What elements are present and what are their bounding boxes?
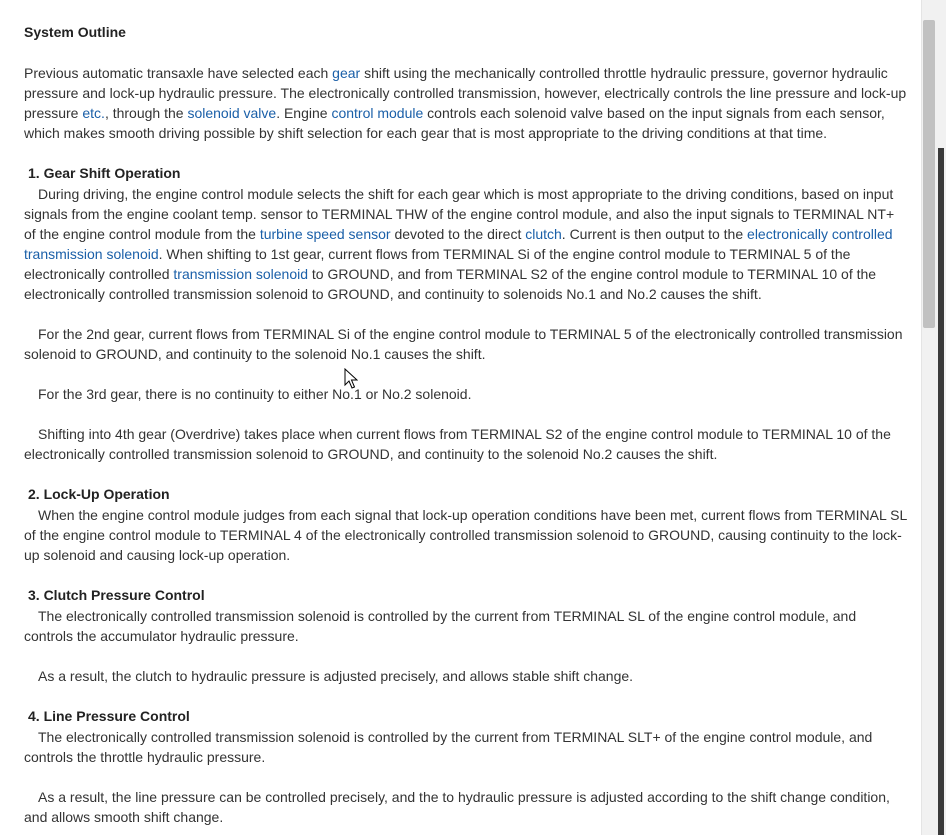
page-title: System Outline xyxy=(24,24,126,40)
link-clutch[interactable]: clutch xyxy=(525,226,562,242)
outer-scrollbar-thumb[interactable] xyxy=(938,148,944,835)
section-heading-line-pressure: 4. Line Pressure Control xyxy=(28,708,190,724)
gear-shift-2nd-text: For the 2nd gear, current flows from TERMINAL Si of the engine control module to TERMINAL 5 of the electronically controlled transmission solenoid to GROUND, and continuity to the solenoid No.1 causes the shift. xyxy=(24,326,903,362)
gear-shift-paragraph-1 xyxy=(24,184,908,304)
line-pressure-paragraph-2 xyxy=(24,787,908,827)
gear-shift-text-5: to GROUND, and from TERMINAL S2 of the engine control module to TERMINAL 10 of the electronically controlled transmission solenoid to GROUND, and continuity to solenoids No.1 and No.2 causes the shift. xyxy=(24,266,877,302)
line-pressure-paragraph-1 xyxy=(24,727,908,767)
gear-shift-paragraph-3 xyxy=(24,384,908,404)
clutch-pressure-paragraph-1 xyxy=(24,606,908,646)
intro-text-1: Previous automatic transaxle have selected each xyxy=(24,65,333,81)
gear-shift-text-3: . Current is then output to the xyxy=(561,226,748,242)
mouse-pointer-icon xyxy=(344,368,358,390)
link-transmission-solenoid[interactable]: transmission solenoid xyxy=(173,266,309,282)
section-heading-gear-shift: 1. Gear Shift Operation xyxy=(28,165,181,181)
intro-text-4: . Engine xyxy=(276,105,332,121)
gear-shift-text-1: During driving, the engine control module selects the shift for each gear which is most appropriate to the driving conditions, based on input signals from the engine coolant temp. sensor to TERMINAL THW of the engine control module, and also the input signals to TERMINAL NT+ of the engine control module from the xyxy=(24,186,895,242)
intro-paragraph xyxy=(24,63,908,143)
line-pressure-text-2: As a result, the line pressure can be controlled precisely, and the to hydraulic pressure is adjusted according to the shift change condition, and allows smooth shift change. xyxy=(24,789,890,825)
section-heading-lock-up: 2. Lock-Up Operation xyxy=(28,486,170,502)
intro-text-5: controls each solenoid valve based on the input signals from each sensor, which makes smooth driving possible by shift selection for each gear that is most appropriate to the driving conditions at that time. xyxy=(24,105,885,141)
line-pressure-text-1: The electronically controlled transmission solenoid is controlled by the current from TERMINAL SLT+ of the engine control module, and controls the throttle hydraulic pressure. xyxy=(24,729,873,765)
scrollbar-thumb[interactable] xyxy=(923,20,935,328)
link-control-module[interactable]: control module xyxy=(331,105,424,121)
gear-shift-3rd-text: For the 3rd gear, there is no continuity to either No.1 or No.2 solenoid. xyxy=(38,386,472,402)
gear-shift-text-4: . When shifting to 1st gear, current flows from TERMINAL Si of the engine control module to TERMINAL 5 of the electronically controlled xyxy=(24,246,851,282)
link-gear[interactable]: gear xyxy=(332,65,361,81)
clutch-pressure-text-2: As a result, the clutch to hydraulic pressure is adjusted precisely, and allows stable shift change. xyxy=(38,668,634,684)
link-etc[interactable]: etc. xyxy=(82,105,105,121)
link-turbine-speed-sensor[interactable]: turbine speed sensor xyxy=(259,226,391,242)
gear-shift-paragraph-2 xyxy=(24,324,908,364)
intro-text-3: , through the xyxy=(104,105,188,121)
clutch-pressure-paragraph-2 xyxy=(24,666,908,686)
gear-shift-4th-text: Shifting into 4th gear (Overdrive) takes place when current flows from TERMINAL S2 of the engine control module to TERMINAL 10 of the electronically controlled transmission solenoid to GROUND, and continuity to the solenoid No.2 causes the shift. xyxy=(24,426,891,462)
intro-text-2: shift using the mechanically controlled throttle hydraulic pressure, governor hydraulic pressure and lock-up hydraulic pressure. The electronically controlled transmission, however, electrically controls the line pressure and lock-up pressure xyxy=(24,65,907,121)
link-solenoid-valve[interactable]: solenoid valve xyxy=(187,105,277,121)
document-content xyxy=(24,0,908,835)
lock-up-text: When the engine control module judges from each signal that lock-up operation conditions have been met, current flows from TERMINAL SL of the engine control module to TERMINAL 4 of the electronically controlled transmission solenoid to GROUND, causing continuity to the lock-up solenoid and causing lock-up operation. xyxy=(24,507,907,563)
section-heading-clutch-pressure: 3. Clutch Pressure Control xyxy=(28,587,205,603)
link-ects-solenoid[interactable]: electronically controlled transmission solenoid xyxy=(24,226,893,262)
lock-up-paragraph xyxy=(24,505,908,565)
gear-shift-text-2: devoted to the direct xyxy=(390,226,526,242)
gear-shift-paragraph-4 xyxy=(24,424,908,464)
clutch-pressure-text-1: The electronically controlled transmission solenoid is controlled by the current from TERMINAL SL of the engine control module, and controls the accumulator hydraulic pressure. xyxy=(24,608,857,644)
